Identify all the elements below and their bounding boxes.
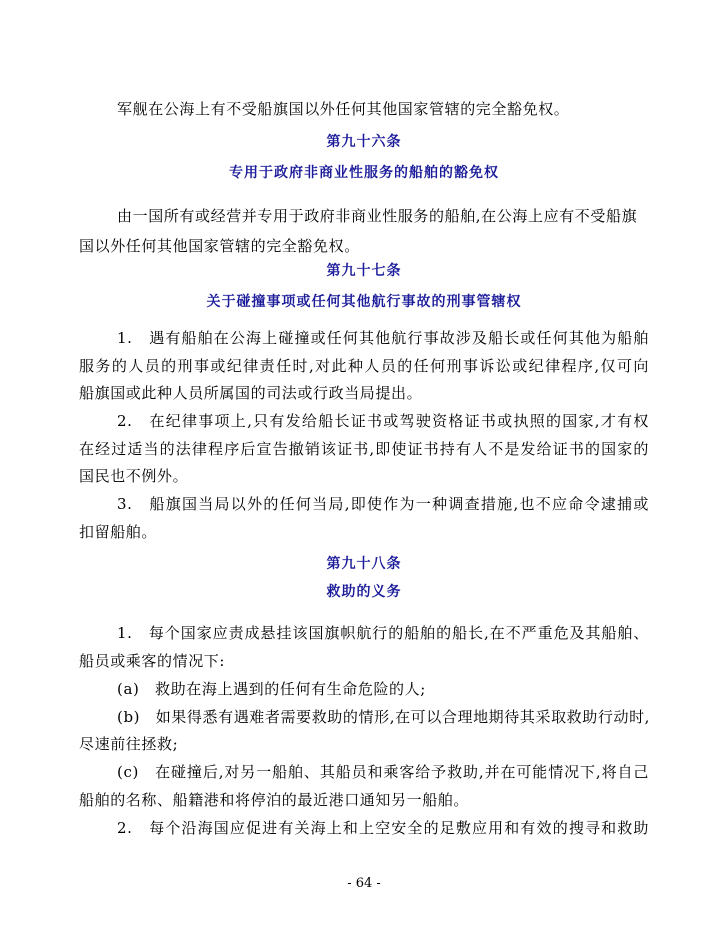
paragraph-line: 服务的人员的刑事或纪律责任时,对此种人员的任何刑事诉讼或纪律程序,仅可向 — [79, 357, 649, 375]
paragraph-line: (b) 如果得悉有遇难者需要救助的情形,在可以合理地期待其采取救助行动时, — [117, 708, 651, 726]
paragraph-line: 国以外任何其他国家管辖的完全豁免权。 — [79, 237, 360, 255]
paragraph-line: 1. 遇有船舶在公海上碰撞或任何其他航行事故涉及船长或任何其他为船舶 — [117, 329, 649, 347]
paragraph-line: 船舶的名称、船籍港和将停泊的最近港口通知另一船舶。 — [79, 791, 470, 809]
page-number: - 64 - — [347, 876, 381, 891]
paragraph-line: 尽速前往拯救; — [79, 735, 179, 753]
paragraph-line: 1. 每个国家应责成悬挂该国旗帜航行的船舶的船长,在不严重危及其船舶、 — [117, 624, 649, 642]
paragraph-line: 船旗国或此种人员所属国的司法或行政当局提出。 — [79, 384, 423, 402]
paragraph-line: 在经过适当的法律程序后宣告撤销该证书,即使证书持有人不是发给证书的国家的 — [79, 440, 649, 458]
article-number-98: 第九十八条 — [326, 556, 402, 572]
article-number-96: 第九十六条 — [326, 134, 402, 150]
article-number-97: 第九十七条 — [326, 263, 402, 279]
paragraph-line: 2. 在纪律事项上,只有发给船长证书或驾驶资格证书或执照的国家,才有权 — [117, 412, 649, 430]
paragraph-line: 3. 船旗国当局以外的任何当局,即使作为一种调查措施,也不应命令逮捕或 — [117, 495, 649, 513]
paragraph-line: 由一国所有或经营并专用于政府非商业性服务的船舶,在公海上应有不受船旗 — [117, 207, 638, 225]
article-title-98: 救助的义务 — [326, 584, 402, 600]
paragraph-line: 船员或乘客的情况下: — [79, 652, 226, 670]
paragraph-line: (a) 救助在海上遇到的任何有生命危险的人; — [117, 680, 426, 698]
article-title-97: 关于碰撞事项或任何其他航行事故的刑事管辖权 — [206, 294, 522, 310]
paragraph-line: 国民也不例外。 — [79, 467, 189, 485]
paragraph-line: 扣留船舶。 — [79, 523, 158, 541]
paragraph-line: 2. 每个沿海国应促进有关海上和上空安全的足敷应用和有效的搜寻和救助 — [117, 819, 649, 837]
paragraph-line: (c) 在碰撞后,对另一船舶、其船员和乘客给予救助,并在可能情况下,将自己 — [117, 763, 649, 781]
paragraph-line: 军舰在公海上有不受船旗国以外任何其他国家管辖的完全豁免权。 — [117, 100, 570, 118]
article-title-96: 专用于政府非商业性服务的船舶的豁免权 — [229, 165, 499, 181]
